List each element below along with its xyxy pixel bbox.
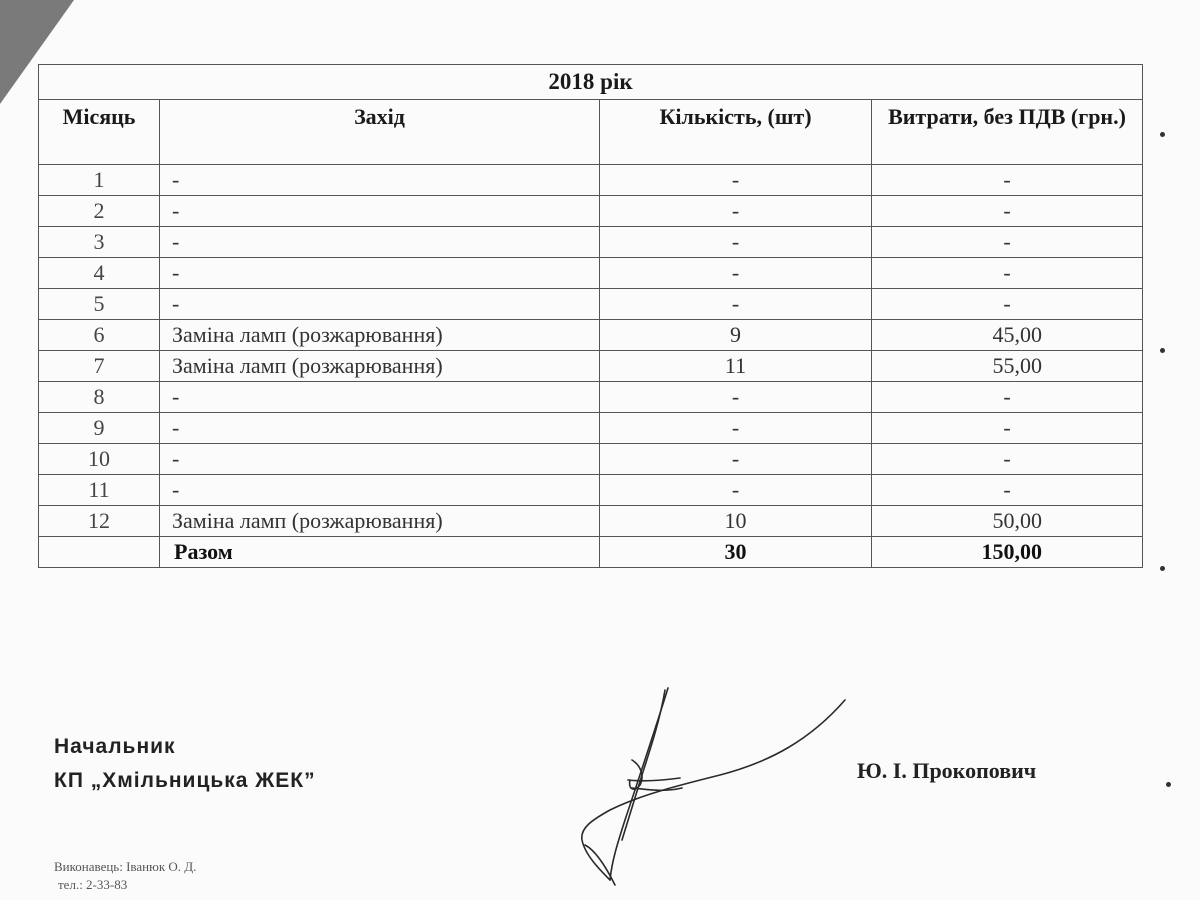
total-cost: 150,00 [872,537,1143,568]
cell-action: - [160,165,600,196]
cell-quantity: - [600,289,872,320]
cell-cost: - [872,227,1143,258]
signatory-position-line1: Начальник [54,735,176,758]
cell-quantity: 10 [600,506,872,537]
table-row [39,289,1143,320]
table-row [39,320,1143,351]
cell-quantity: - [600,382,872,413]
header-action: Захід [160,100,600,165]
cell-month: 4 [39,258,160,289]
cell-action: Заміна ламп (розжарювання) [160,351,600,382]
cell-quantity: 11 [600,351,872,382]
table-row [39,351,1143,382]
cell-month: 5 [39,289,160,320]
signatory-position-line2: КП „Хмільницька ЖЕК” [54,769,316,792]
cell-month: 10 [39,444,160,475]
cell-quantity: - [600,165,872,196]
cell-quantity: - [600,413,872,444]
table-row [39,196,1143,227]
total-row [39,537,1143,568]
signatory-position [54,730,316,798]
cell-action: - [160,444,600,475]
executor-info [54,858,196,894]
cell-cost: - [872,444,1143,475]
cell-action: - [160,382,600,413]
expenses-table-container [38,64,1142,568]
cell-month: 2 [39,196,160,227]
cell-month: 8 [39,382,160,413]
cell-quantity: - [600,444,872,475]
cell-cost: - [872,165,1143,196]
cell-cost: - [872,289,1143,320]
cell-action: Заміна ламп (розжарювання) [160,320,600,351]
table-row [39,475,1143,506]
cell-month: 12 [39,506,160,537]
cell-cost: - [872,258,1143,289]
header-quantity: Кількість, (шт) [600,100,872,165]
table-row [39,258,1143,289]
punch-hole-mark [1166,782,1171,787]
table-title-row [39,65,1143,100]
punch-hole-mark [1160,348,1165,353]
cell-cost: - [872,196,1143,227]
cell-quantity: - [600,196,872,227]
table-row [39,444,1143,475]
punch-hole-mark [1160,132,1165,137]
cell-month: 7 [39,351,160,382]
cell-cost: - [872,413,1143,444]
cell-action: - [160,258,600,289]
table-title: 2018 рік [39,65,1143,100]
cell-cost: 50,00 [872,506,1143,537]
total-quantity: 30 [600,537,872,568]
cell-cost: - [872,475,1143,506]
cell-action: Заміна ламп (розжарювання) [160,506,600,537]
total-label: Разом [160,537,600,568]
cell-month-empty [39,537,160,568]
table-row [39,506,1143,537]
cell-cost: - [872,382,1143,413]
cell-quantity: 9 [600,320,872,351]
punch-hole-mark [1160,566,1165,571]
cell-month: 3 [39,227,160,258]
table-row [39,227,1143,258]
executor-phone: тел.: 2-33-83 [58,877,128,892]
header-month: Місяць [39,100,160,165]
table-row [39,165,1143,196]
cell-action: - [160,196,600,227]
cell-cost: 45,00 [872,320,1143,351]
cell-quantity: - [600,227,872,258]
cell-cost: 55,00 [872,351,1143,382]
cell-quantity: - [600,475,872,506]
expenses-table [38,64,1143,568]
cell-action: - [160,227,600,258]
table-row [39,413,1143,444]
handwritten-signature [570,680,860,895]
header-cost: Витрати, без ПДВ (грн.) [872,100,1143,165]
executor-name: Виконавець: Іванюк О. Д. [54,859,197,874]
signatory-name: Ю. І. Прокопович [857,758,1037,783]
table-row [39,382,1143,413]
table-header-row [39,100,1143,165]
cell-quantity: - [600,258,872,289]
cell-action: - [160,413,600,444]
cell-month: 1 [39,165,160,196]
cell-action: - [160,475,600,506]
cell-month: 11 [39,475,160,506]
cell-month: 9 [39,413,160,444]
cell-action: - [160,289,600,320]
cell-month: 6 [39,320,160,351]
